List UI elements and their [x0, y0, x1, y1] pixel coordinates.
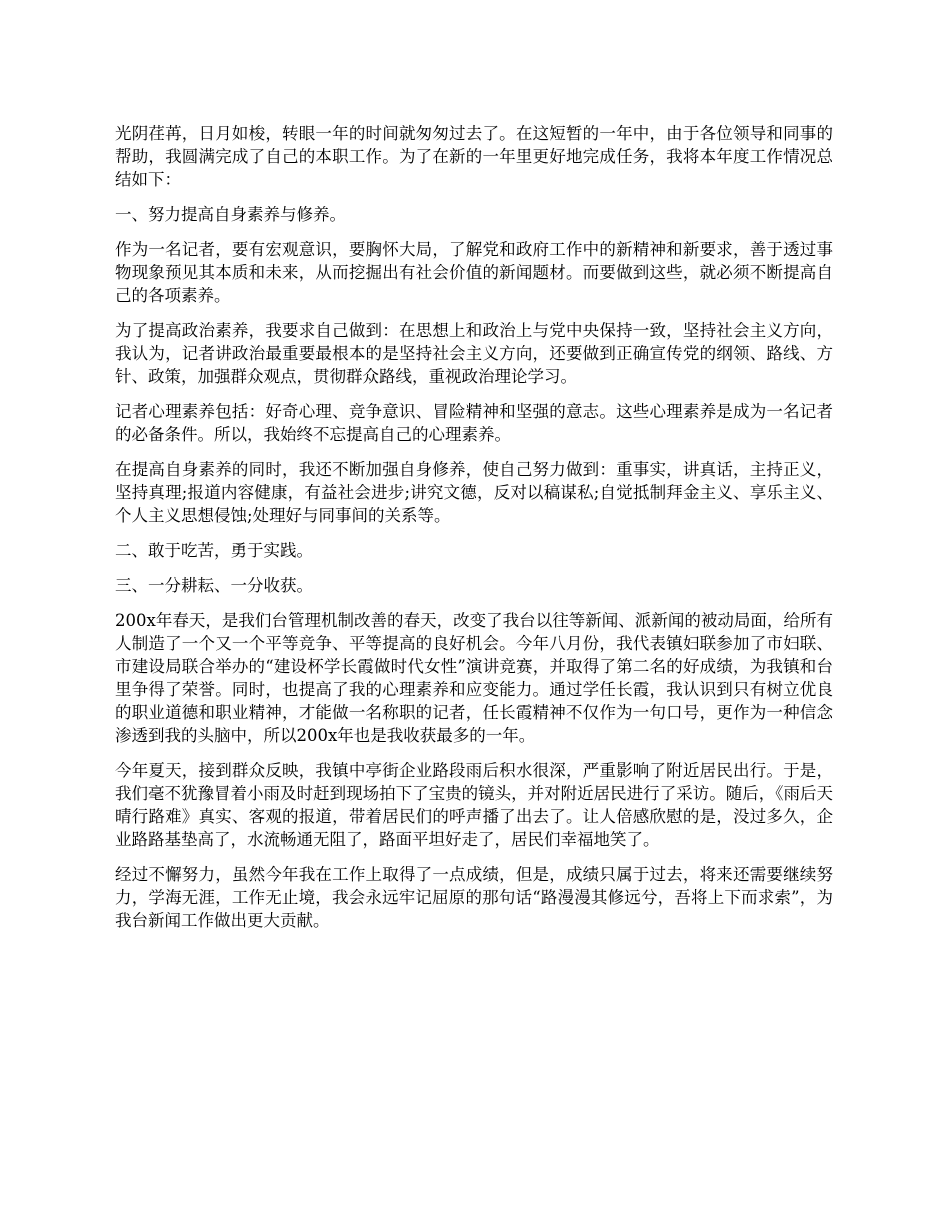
section-heading-2: 二、敢于吃苦，勇于实践。	[115, 541, 313, 560]
body-paragraph: 记者心理素养包括：好奇心理、竞争意识、冒险精神和坚强的意志。这些心理素养是成为一名记者的必备条件。所以，我始终不忘提高自己的心理素养。	[115, 402, 833, 444]
body-paragraph: 200x年春天，是我们台管理机制改善的春天，改变了我台以往等新闻、派新闻的被动局面，给所有人制造了一个又一个平等竞争、平等提高的良好机会。今年八月份，我代表镇妇联参加了市妇联、市建设局联合举办的“建设杯学长霞做时代女性”演讲竞赛，并取得了第二名的好成绩，为我镇和台里争得了荣誉。同时，也提高了我的心理素养和应变能力。通过学任长霞，我认识到只有树立优良的职业道德和职业精神，才能做一名称职的记者，任长霞精神不仅作为一句口号，更作为一种信念渗透到我的头脑中，所以200x年也是我收获最多的一年。	[115, 611, 833, 745]
body-paragraph: 今年夏天，接到群众反映，我镇中亭街企业路段雨后积水很深，严重影响了附近居民出行。于是，我们毫不犹豫冒着小雨及时赶到现场拍下了宝贵的镜头，并对附近居民进行了采访。随后，《雨后天晴行路难》真实、客观的报道，带着居民们的呼声播了出去了。让人倍感欣慰的是，没过多久，企业路路基垫高了，水流畅通无阻了，路面平坦好走了，居民们幸福地笑了。	[115, 761, 833, 849]
closing-paragraph: 经过不懈努力，虽然今年我在工作上取得了一点成绩，但是，成绩只属于过去，将来还需要继续努力，学海无涯，工作无止境，我会永远牢记屈原的那句话“路漫漫其修远兮，吾将上下而求索”，为我台新闻工作做出更大贡献。	[115, 865, 833, 930]
section-heading-3: 三、一分耕耘、一分收获。	[115, 576, 313, 595]
body-paragraph: 在提高自身素养的同时，我还不断加强自身修养，使自己努力做到：重事实，讲真话，主持正义，坚持真理;报道内容健康，有益社会进步;讲究文德，反对以稿谋私;自觉抵制拜金主义、享乐主义、个人主义思想侵蚀;处理好与同事间的关系等。	[115, 460, 833, 525]
body-paragraph: 作为一名记者，要有宏观意识，要胸怀大局，了解党和政府工作中的新精神和新要求，善于透过事物现象预见其本质和未来，从而挖掘出有社会价值的新闻题材。而要做到这些，就必须不断提高自己的各项素养。	[115, 240, 833, 305]
body-paragraph: 为了提高政治素养，我要求自己做到：在思想上和政治上与党中央保持一致，坚持社会主义方向，我认为，记者讲政治最重要最根本的是坚持社会主义方向，还要做到正确宣传党的纲领、路线、方针、政策，加强群众观点，贯彻群众路线，重视政治理论学习。	[115, 321, 833, 386]
section-heading-1: 一、努力提高自身素养与修养。	[115, 205, 346, 224]
document-body	[115, 122, 833, 944]
intro-paragraph: 光阴荏苒，日月如梭，转眼一年的时间就匆匆过去了。在这短暂的一年中，由于各位领导和同事的帮助，我圆满完成了自己的本职工作。为了在新的一年里更好地完成任务，我将本年度工作情况总结如下：	[115, 124, 833, 189]
